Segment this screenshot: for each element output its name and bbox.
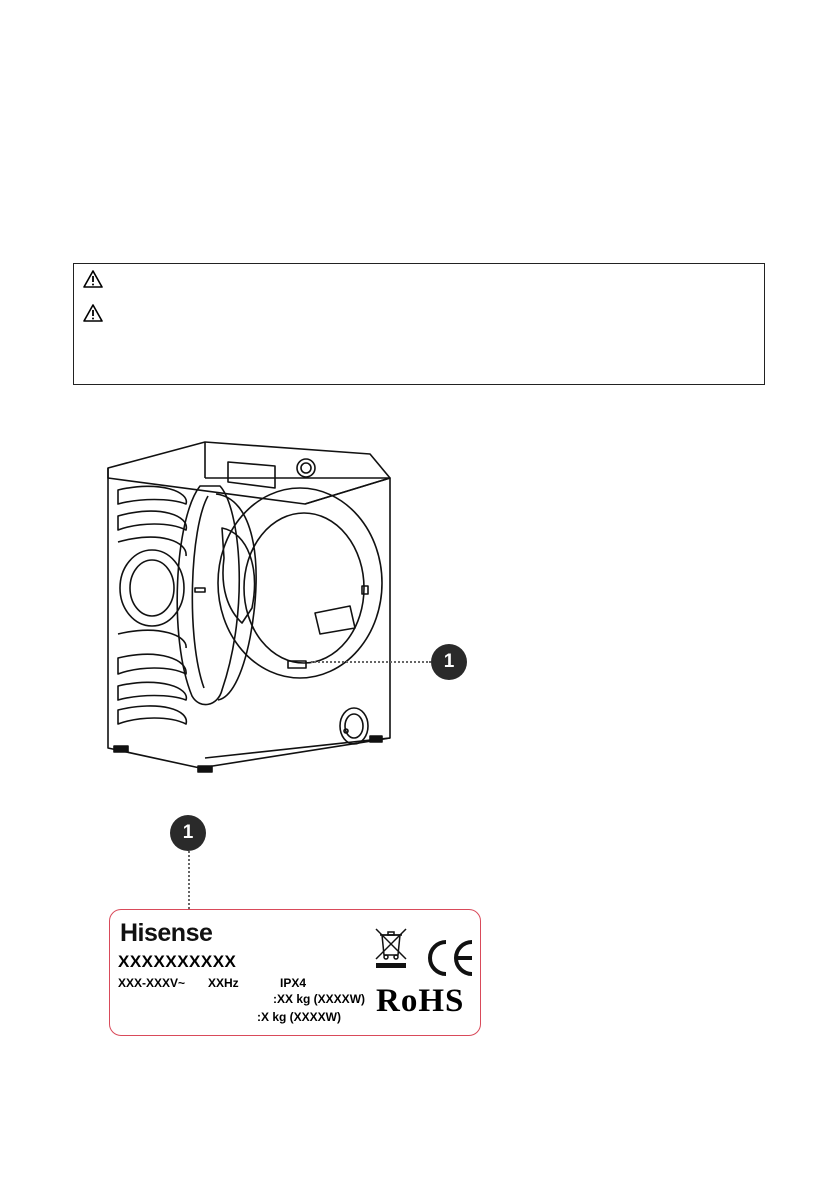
- dry-capacity: :X kg (XXXXW): [257, 1010, 342, 1024]
- model-number: XXXXXXXXXX: [118, 952, 237, 971]
- ip-rating: IPX4: [280, 976, 307, 990]
- weee-bin-icon: [372, 927, 410, 969]
- washing-machine-illustration: [100, 438, 500, 778]
- ce-mark-icon: [422, 938, 476, 978]
- voltage-rating: XXX-XXXV~: [118, 976, 186, 990]
- warning-box: [73, 263, 765, 385]
- callout-leader-line: [311, 661, 431, 663]
- warning-triangle-icon: [83, 270, 103, 288]
- callout-badge: 1: [170, 815, 206, 851]
- callout-badge: 1: [431, 644, 467, 680]
- brand-logo: Hisense: [120, 919, 213, 947]
- frequency-rating: XXHz: [208, 976, 239, 990]
- rating-label-plate: [109, 909, 481, 1036]
- rohs-mark: RoHS: [376, 983, 465, 1019]
- warning-triangle-icon: [83, 304, 103, 322]
- wash-capacity: :XX kg (XXXXW): [273, 992, 366, 1006]
- callout-leader-line: [188, 851, 190, 909]
